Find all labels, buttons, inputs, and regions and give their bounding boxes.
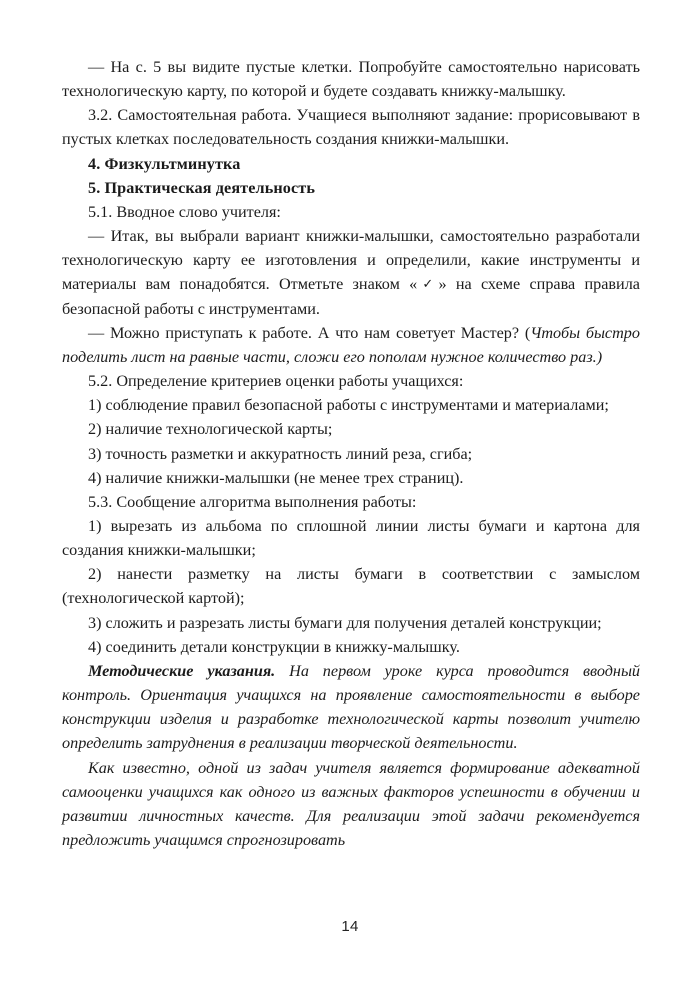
- paragraph-na-s5: — На с. 5 вы видите пустые клетки. Попробуйте самостоятельно нарисовать технологическую карту, по которой и будете создавать книжку-малышку.: [62, 58, 640, 101]
- list-item-algorithm-2: 2) нанести разметку на листы бумаги в соответствии с замыслом (технологической картой);: [62, 565, 640, 608]
- list-item-algorithm-1: 1) вырезать из альбома по сплошной линии листы бумаги и картона для создания книжки-малышки;: [62, 516, 640, 560]
- page-text-block: [62, 55, 640, 935]
- paragraph-itak: [62, 224, 640, 321]
- heading-4-fizkultminutka: 4. Физкультминутка: [88, 154, 241, 173]
- paragraph-3-2: 3.2. Самостоятельная работа. Учащиеся выполняют задание: прорисовывают в пустых клетках последовательность создания книжки-малышки.: [62, 106, 640, 149]
- list-item-criteria-3: 3) точность разметки и аккуратность линий реза, сгиба;: [88, 444, 473, 463]
- list-item-criteria-2: 2) наличие технологической карты;: [88, 420, 333, 439]
- paragraph-5-2: 5.2. Определение критериев оценки работы учащихся:: [88, 372, 464, 391]
- paragraph-mozhno: [62, 321, 640, 369]
- checkmark-icon: ✓: [417, 276, 439, 292]
- paragraph-mozhno-tail: ): [596, 347, 603, 366]
- paragraph-mozhno-quote: Чтобы быстро поделить лист на равные части, сложи его пополам нужное количество раз.: [62, 323, 640, 366]
- paragraph-metodicheskie-ukazaniya: [62, 659, 640, 756]
- page-number: 14: [341, 918, 359, 935]
- list-item-algorithm-4: 4) соединить детали конструкции в книжку-малышку.: [88, 637, 460, 656]
- paragraph-kak-izvestno: Как известно, одной из задач учителя является формирование адекватной самооценки учащихся как одного из важных факторов успешности в обучении и развитии личностных качеств. Для реализации этой задачи рекомендуется предложить учащимся спрогнозировать: [62, 758, 640, 849]
- paragraph-metodicheskie-lead: Методические указания.: [88, 661, 276, 680]
- paragraph-metodicheskie-body: На первом уроке курса проводится вводный контроль. Ориентация учащихся на проявление самостоятельности в выборе конструкции изделия и разработке технологической карты позволит учителю определить затруднения в реализации творческой деятельности.: [62, 661, 641, 753]
- paragraph-itak-tail: » на схеме справа правила безопасной работы с инструментами.: [62, 275, 640, 318]
- heading-5-prakticheskaya-deyatelnost: 5. Практическая деятельность: [88, 178, 315, 197]
- list-item-criteria-4: 4) наличие книжки-малышки (не менее трех страниц).: [88, 468, 464, 487]
- paragraph-5-3: 5.3. Сообщение алгоритма выполнения работы:: [88, 492, 417, 511]
- list-item-algorithm-3: 3) сложить и разрезать листы бумаги для получения деталей конструкции;: [88, 613, 602, 632]
- paragraph-5-1: 5.1. Вводное слово учителя:: [88, 202, 281, 221]
- list-item-criteria-1: 1) соблюдение правил безопасной работы с инструментами и материалами;: [88, 396, 609, 415]
- paragraph-mozhno-lead: — Можно приступать к работе. А что нам советует Мастер? (: [88, 323, 531, 342]
- paragraph-itak-lead: — Итак, вы выбрали вариант книжки-малышки, самостоятельно разработали технологическую карту ее изготовления и определили, какие инструменты и материалы вам понадобятся. Отметьте знаком «: [62, 227, 640, 294]
